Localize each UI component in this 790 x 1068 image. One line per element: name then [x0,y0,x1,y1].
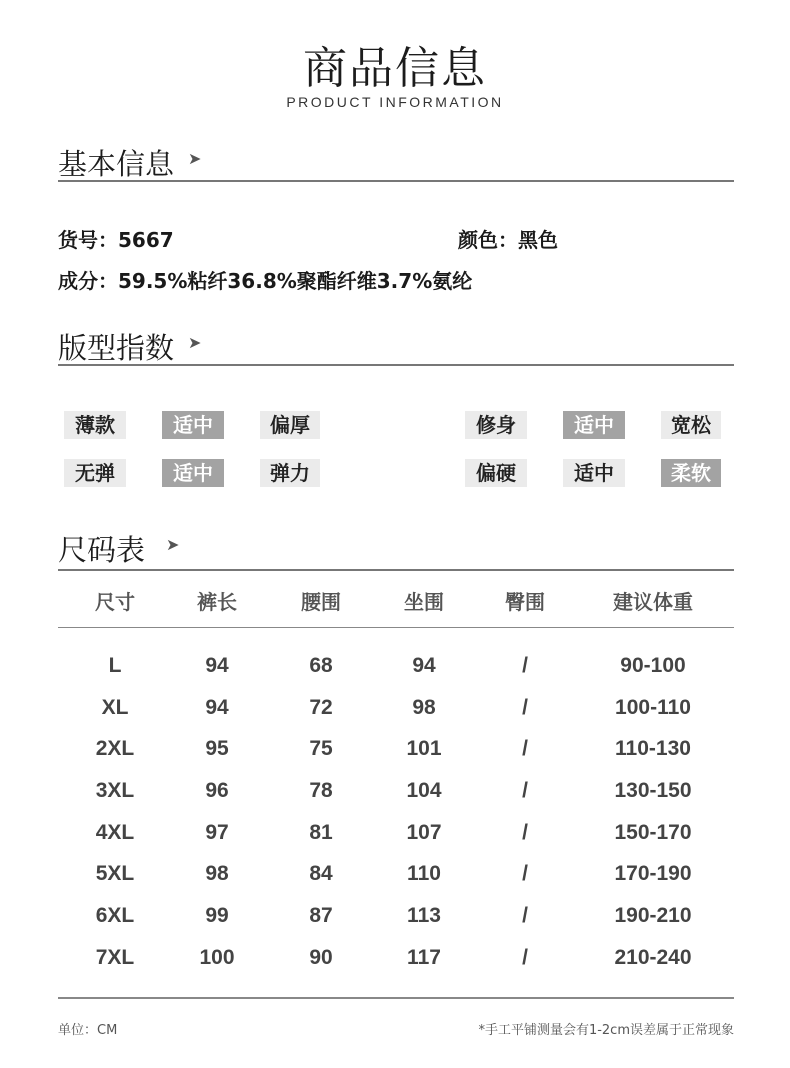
table-cell: L [108,654,122,677]
table-cell: 94 [205,696,229,719]
table-cell: 150-170 [614,821,692,844]
scale-option: 修身 [465,411,527,439]
table-cell: 90-100 [620,654,686,677]
table-row [0,696,790,726]
table-cell: / [522,904,528,927]
table-cell: / [522,779,528,802]
section-title: 尺码表 [58,533,146,567]
table-cell: 72 [309,696,333,719]
scale-thickness [64,411,320,439]
table-cell: 99 [205,904,229,927]
table-cell: / [522,737,528,760]
table-cell: 104 [406,779,442,802]
arrow-right-icon: ➤ [166,535,180,554]
table-cell: 100-110 [615,696,691,719]
table-rule-header [58,627,734,628]
table-cell: 81 [309,821,333,844]
table-cell: / [522,654,528,677]
section-size-chart [58,528,734,567]
column-header: 坐围 [404,590,444,614]
table-cell: 107 [406,821,442,844]
scale-option-selected: 适中 [162,459,224,487]
column-header: 腰围 [301,590,341,614]
table-row [0,779,790,809]
table-cell: 98 [412,696,436,719]
section-title: 版型指数 [58,331,175,365]
table-cell: 95 [205,737,229,760]
table-row [0,862,790,892]
scale-option-selected: 适中 [563,411,625,439]
table-cell: 117 [407,946,441,969]
table-cell: 110 [407,862,441,885]
column-header: 建议体重 [613,590,693,614]
table-row [0,946,790,976]
scale-fit [465,411,721,439]
table-row [0,737,790,767]
table-cell: 110-130 [615,737,691,760]
arrow-right-icon: ➤ [188,333,202,352]
table-cell: 94 [205,654,229,677]
table-cell: 190-210 [614,904,692,927]
item-composition: 成分：59.5%粘纤36.8%聚酯纤维3.7%氨纶 [58,269,473,293]
scale-option-selected: 柔软 [661,459,721,487]
table-cell: 100 [199,946,235,969]
table-rule-bottom [58,997,734,999]
column-header: 裤长 [197,590,237,614]
table-cell: 130-150 [614,779,692,802]
table-cell: / [522,946,528,969]
table-row [0,654,790,684]
scale-option-selected: 适中 [162,411,224,439]
table-cell: / [522,696,528,719]
item-color: 颜色：黑色 [458,228,558,252]
table-cell: 2XL [95,737,135,760]
table-cell: 210-240 [614,946,692,969]
scale-option: 无弹 [64,459,126,487]
scale-option: 弹力 [260,459,320,487]
table-cell: 170-190 [614,862,692,885]
scale-option: 薄款 [64,411,126,439]
table-cell: 7XL [95,946,135,969]
table-cell: 5XL [95,862,135,885]
table-cell: 75 [309,737,333,760]
scale-elasticity [64,459,320,487]
scale-option: 宽松 [661,411,721,439]
scale-option: 偏厚 [260,411,320,439]
column-header: 臀围 [505,590,545,614]
table-cell: 78 [309,779,333,802]
table-cell: 68 [309,654,333,677]
table-row [0,821,790,851]
table-cell: 97 [205,821,229,844]
item-number: 货号：5667 [58,228,174,252]
table-cell: 94 [412,654,436,677]
table-row [0,904,790,934]
measurement-note: *手工平铺测量会有1-2cm误差属于正常现象 [478,1023,734,1038]
table-cell: 113 [407,904,441,927]
table-cell: 87 [309,904,333,927]
table-cell: 101 [406,737,442,760]
scale-option: 适中 [563,459,625,487]
scale-option: 偏硬 [465,459,527,487]
unit-note: 单位：CM [58,1023,118,1038]
scale-softness [465,459,721,487]
table-rule-top [58,569,734,571]
table-cell: 3XL [95,779,135,802]
column-header: 尺寸 [95,590,135,614]
table-cell: 90 [309,946,333,969]
section-basic-info [58,142,734,182]
table-cell: 6XL [95,904,135,927]
section-title: 基本信息 [58,147,175,181]
table-cell: XL [101,696,129,719]
table-cell: 96 [205,779,229,802]
page-subtitle: PRODUCT INFORMATION [286,94,504,110]
section-fit-index [58,326,734,366]
arrow-right-icon: ➤ [188,149,202,168]
table-cell: 4XL [95,821,135,844]
table-cell: 98 [205,862,229,885]
table-cell: / [522,862,528,885]
page-title: 商品信息 [303,43,487,94]
table-cell: / [522,821,528,844]
table-cell: 84 [309,862,333,885]
